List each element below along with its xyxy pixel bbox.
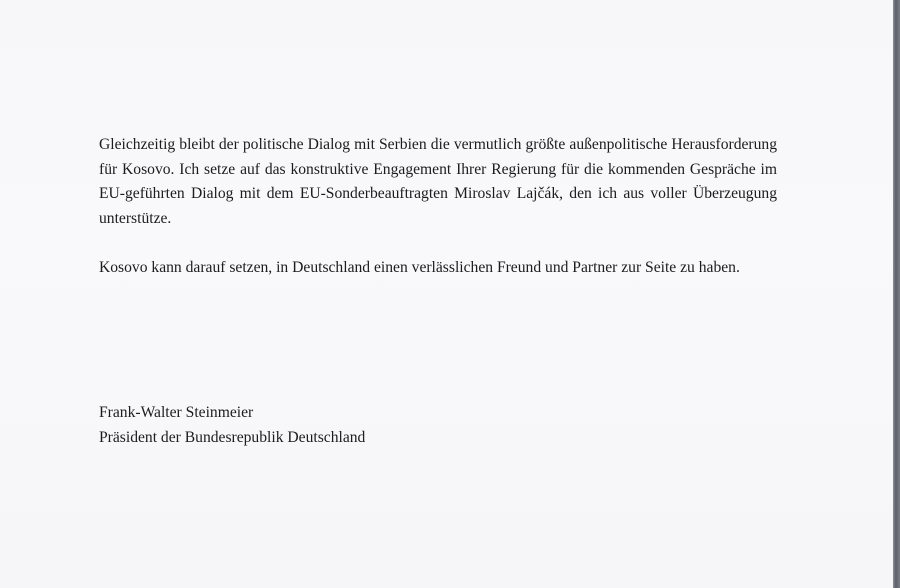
signature-block [99, 401, 365, 450]
letter-paragraph-partner: Kosovo kann darauf setzen, in Deutschland einen verlässlichen Freund und Partner zur Seite zu haben. [99, 258, 740, 276]
page-edge-shadow [893, 0, 900, 588]
signature-name: Frank-Walter Steinmeier [99, 404, 254, 421]
signature-title: Präsident der Bundesrepublik Deutschland [99, 428, 366, 446]
letter-body [99, 133, 777, 305]
letter-paragraph-dialog: Gleichzeitig bleibt der politische Dialog mit Serbien die vermutlich größte außenpolitische Herausforderung für Kosovo. Ich setze auf das konstruktive Engagement Ihrer Regierung für die kommenden Gespräche im EU-geführten Dialog mit dem EU-Sonderbeauftragten Miroslav Lajčák, den ich aus voller Überzeugung unterstütze. [99, 136, 777, 227]
